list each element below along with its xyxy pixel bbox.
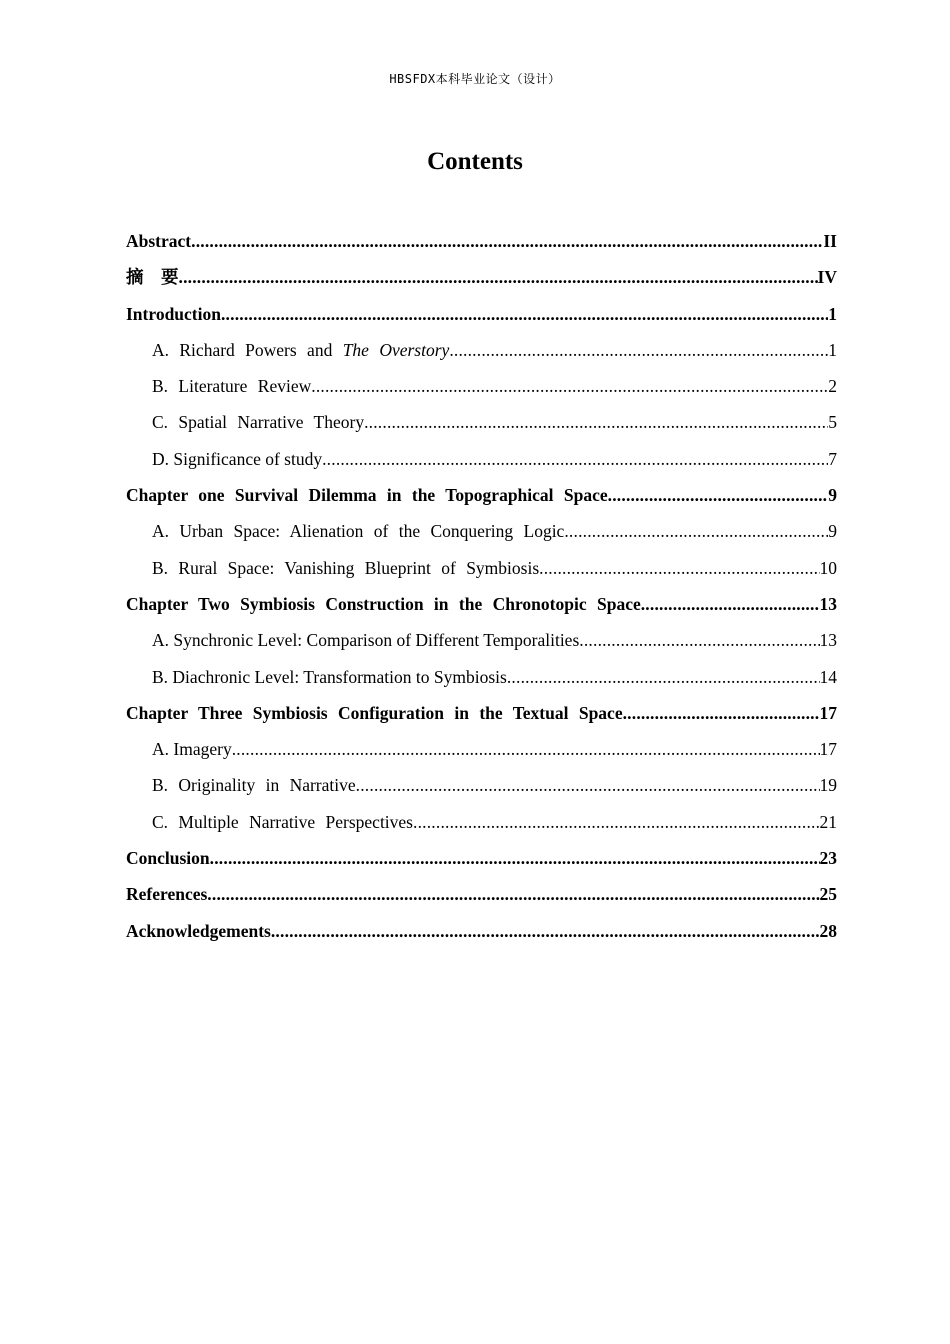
toc-entry-chapter-three-a[interactable] <box>126 735 837 771</box>
toc-dot-leader <box>232 735 820 763</box>
toc-label: B. Originality in Narrative <box>152 775 356 796</box>
toc-label-italic: The Overstory <box>342 339 450 360</box>
toc-page-number: 21 <box>819 811 837 832</box>
toc-page-number: IV <box>817 267 837 288</box>
toc-label: 摘 要 <box>126 267 179 288</box>
page-title: Contents <box>427 148 523 175</box>
toc-dot-leader <box>507 663 820 691</box>
toc-dot-leader <box>641 590 820 618</box>
toc-page-number: 19 <box>819 775 837 796</box>
toc-label: A. Synchronic Level: Comparison of Different Temporalities <box>152 630 580 651</box>
toc-entry-chapter-two-a[interactable] <box>126 626 837 662</box>
toc-dot-leader <box>608 481 829 509</box>
toc-label: Abstract <box>126 231 192 251</box>
toc-label: A. Imagery <box>152 739 232 760</box>
toc-page-number: 17 <box>819 702 837 723</box>
toc-label: B. Rural Space: Vanishing Blueprint of Symbiosis <box>152 557 540 578</box>
toc-dot-leader <box>311 372 828 400</box>
toc-entry-chapter-two[interactable] <box>126 590 837 626</box>
toc-label: B. Diachronic Level: Transformation to Symbiosis <box>152 666 507 687</box>
toc-entry-conclusion[interactable] <box>126 844 837 880</box>
toc-label: B. Literature Review <box>152 376 312 397</box>
toc-label: Chapter Two Symbiosis Construction in the Chronotopic Space <box>126 593 641 614</box>
toc-entry-chinese-abstract[interactable] <box>126 263 837 299</box>
table-of-contents <box>126 227 837 953</box>
toc-dot-leader <box>322 445 828 473</box>
toc-entry-introduction[interactable] <box>126 300 837 336</box>
toc-entry-chapter-one-b[interactable] <box>126 554 837 590</box>
running-header: HBSFDX本科毕业论文（设计） <box>389 72 561 86</box>
toc-page-number: 17 <box>819 739 837 760</box>
toc-dot-leader <box>623 699 820 727</box>
toc-page-number: 9 <box>828 485 837 506</box>
toc-dot-leader <box>191 227 823 255</box>
toc-page-number: II <box>823 231 837 251</box>
toc-entry-chapter-one-a[interactable] <box>126 517 837 553</box>
toc-label: Acknowledgements <box>126 920 271 941</box>
toc-dot-leader <box>364 408 828 436</box>
toc-entry-intro-a[interactable] <box>126 336 837 372</box>
toc-label: C. Multiple Narrative Perspectives <box>152 811 413 832</box>
toc-page-number: 25 <box>819 884 837 905</box>
toc-page-number: 28 <box>819 920 837 941</box>
toc-page-number: 1 <box>828 339 837 360</box>
toc-entry-chapter-three-b[interactable] <box>126 771 837 807</box>
toc-label: References <box>126 884 208 905</box>
toc-label: C. Spatial Narrative Theory <box>152 412 365 433</box>
toc-page-number: 13 <box>819 593 837 614</box>
toc-page-number: 2 <box>828 376 837 397</box>
toc-page-number: 14 <box>819 666 837 687</box>
toc-page-number: 13 <box>819 630 837 651</box>
toc-dot-leader <box>449 336 828 364</box>
toc-page-number: 23 <box>819 848 837 869</box>
toc-entry-acknowledgements[interactable] <box>126 917 837 953</box>
toc-entry-intro-d[interactable] <box>126 445 837 481</box>
toc-dot-leader <box>539 554 819 582</box>
toc-label: Introduction <box>126 303 221 324</box>
toc-dot-leader <box>579 626 819 654</box>
toc-label <box>152 336 449 364</box>
toc-dot-leader <box>207 880 819 908</box>
toc-entry-chapter-one[interactable] <box>126 481 837 517</box>
toc-entry-intro-c[interactable] <box>126 408 837 444</box>
toc-dot-leader <box>413 808 820 836</box>
toc-page-number: 1 <box>828 303 837 324</box>
toc-dot-leader <box>221 300 828 328</box>
toc-page-number: 10 <box>819 557 837 578</box>
toc-label: A. Urban Space: Alienation of the Conquering Logic <box>152 521 565 542</box>
toc-page-number: 9 <box>828 521 837 542</box>
toc-label: Conclusion <box>126 848 210 869</box>
toc-dot-leader <box>564 517 828 545</box>
toc-entry-abstract[interactable] <box>126 227 837 263</box>
toc-entry-chapter-three-c[interactable] <box>126 808 837 844</box>
toc-label-text: A. Richard Powers and <box>152 339 343 360</box>
toc-dot-leader <box>271 917 820 945</box>
toc-label: Chapter Three Symbiosis Configuration in the Textual Space <box>126 702 623 723</box>
toc-page-number: 5 <box>828 412 837 433</box>
toc-entry-chapter-two-b[interactable] <box>126 663 837 699</box>
toc-dot-leader <box>356 771 820 799</box>
toc-label: Chapter one Survival Dilemma in the Topographical Space <box>126 485 608 506</box>
toc-label: D. Significance of study <box>152 448 323 469</box>
toc-dot-leader <box>210 844 820 872</box>
toc-entry-chapter-three[interactable] <box>126 699 837 735</box>
toc-entry-references[interactable] <box>126 880 837 916</box>
toc-entry-intro-b[interactable] <box>126 372 837 408</box>
toc-page-number: 7 <box>828 448 837 469</box>
toc-dot-leader <box>179 263 818 291</box>
